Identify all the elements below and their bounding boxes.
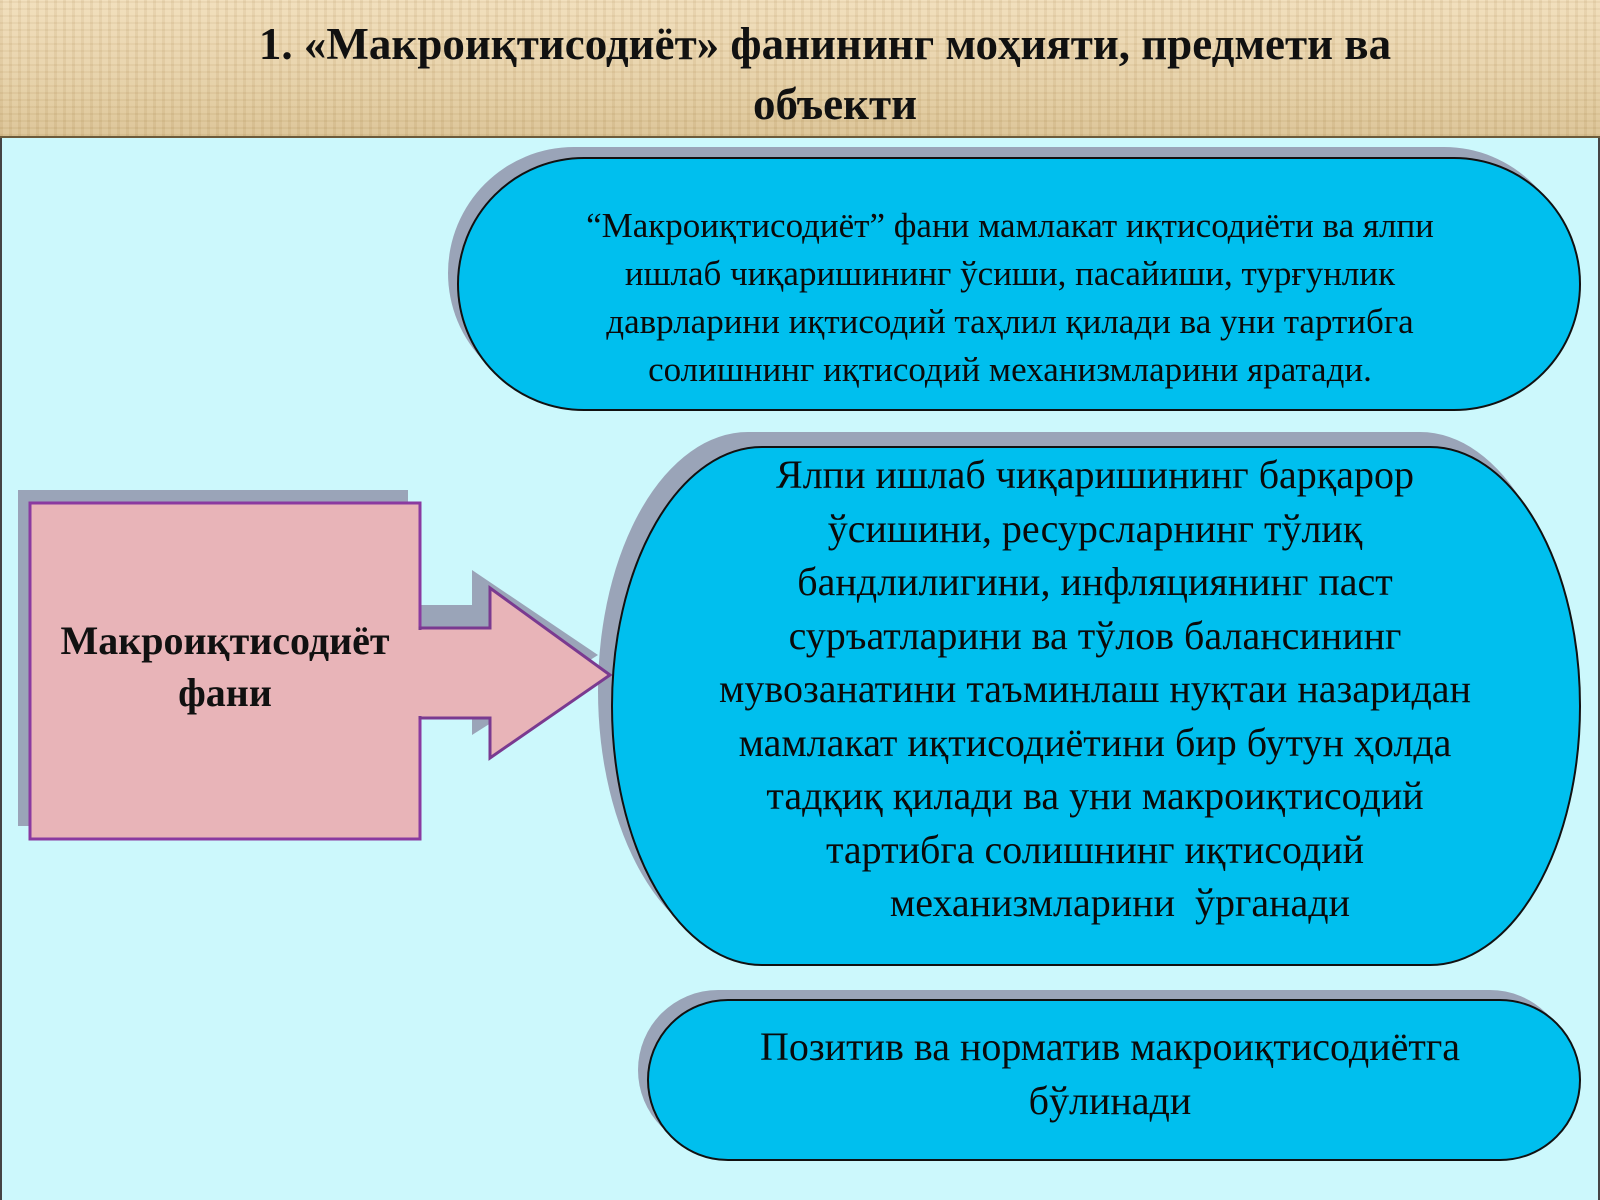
oval-1-line: даврларини иқтисодий таҳлил қилади ва уни тартибга bbox=[606, 302, 1414, 341]
title-line-1: 1. «Макроиқтисодиёт» фанининг моҳияти, предмети ва bbox=[258, 19, 1392, 69]
oval-2-line: ўсишини, ресурсларнинг тўлиқ bbox=[827, 505, 1363, 551]
oval-2-line: Ялпи ишлаб чиқаришининг барқарор bbox=[776, 452, 1414, 497]
oval-1-line: “Макроиқтисодиёт” фани мамлакат иқтисодиёти ва ялпи bbox=[586, 206, 1434, 245]
title-line-2: объекти bbox=[752, 79, 918, 129]
oval-2-line: мамлакат иқтисодиётини бир бутун ҳолда bbox=[738, 719, 1452, 765]
subject-box-label bbox=[30, 615, 420, 719]
oval-2-line: тартибга солишнинг иқтисодий bbox=[825, 826, 1365, 872]
oval-2-text bbox=[660, 448, 1530, 930]
subject-line-1: Макроиқтисодиёт bbox=[60, 618, 390, 663]
oval-1-line: ишлаб чиқаришининг ўсиши, пасайиши, турғунлик bbox=[624, 254, 1396, 293]
oval-1-text bbox=[500, 202, 1520, 394]
subject-line-2: фани bbox=[178, 670, 272, 715]
oval-2-line: механизмларини ўрганади bbox=[839, 880, 1351, 925]
oval-2-line: бандлилигини, инфляциянинг паст bbox=[797, 559, 1393, 604]
oval-2-line: мувозанатини таъминлаш нуқтаи назаридан bbox=[719, 666, 1471, 711]
oval-1-line: солишнинг иқтисодий механизмларини яратади. bbox=[648, 350, 1372, 389]
oval-2-line: суръатларини ва тўлов балансининг bbox=[788, 612, 1402, 658]
oval-3-line: бўлинади bbox=[1028, 1078, 1192, 1123]
oval-3-line: Позитив ва норматив макроиқтисодиётга bbox=[759, 1024, 1461, 1069]
oval-3-text bbox=[700, 1020, 1520, 1128]
oval-2-line: тадқиқ қилади ва уни макроиқтисодий bbox=[766, 773, 1424, 818]
